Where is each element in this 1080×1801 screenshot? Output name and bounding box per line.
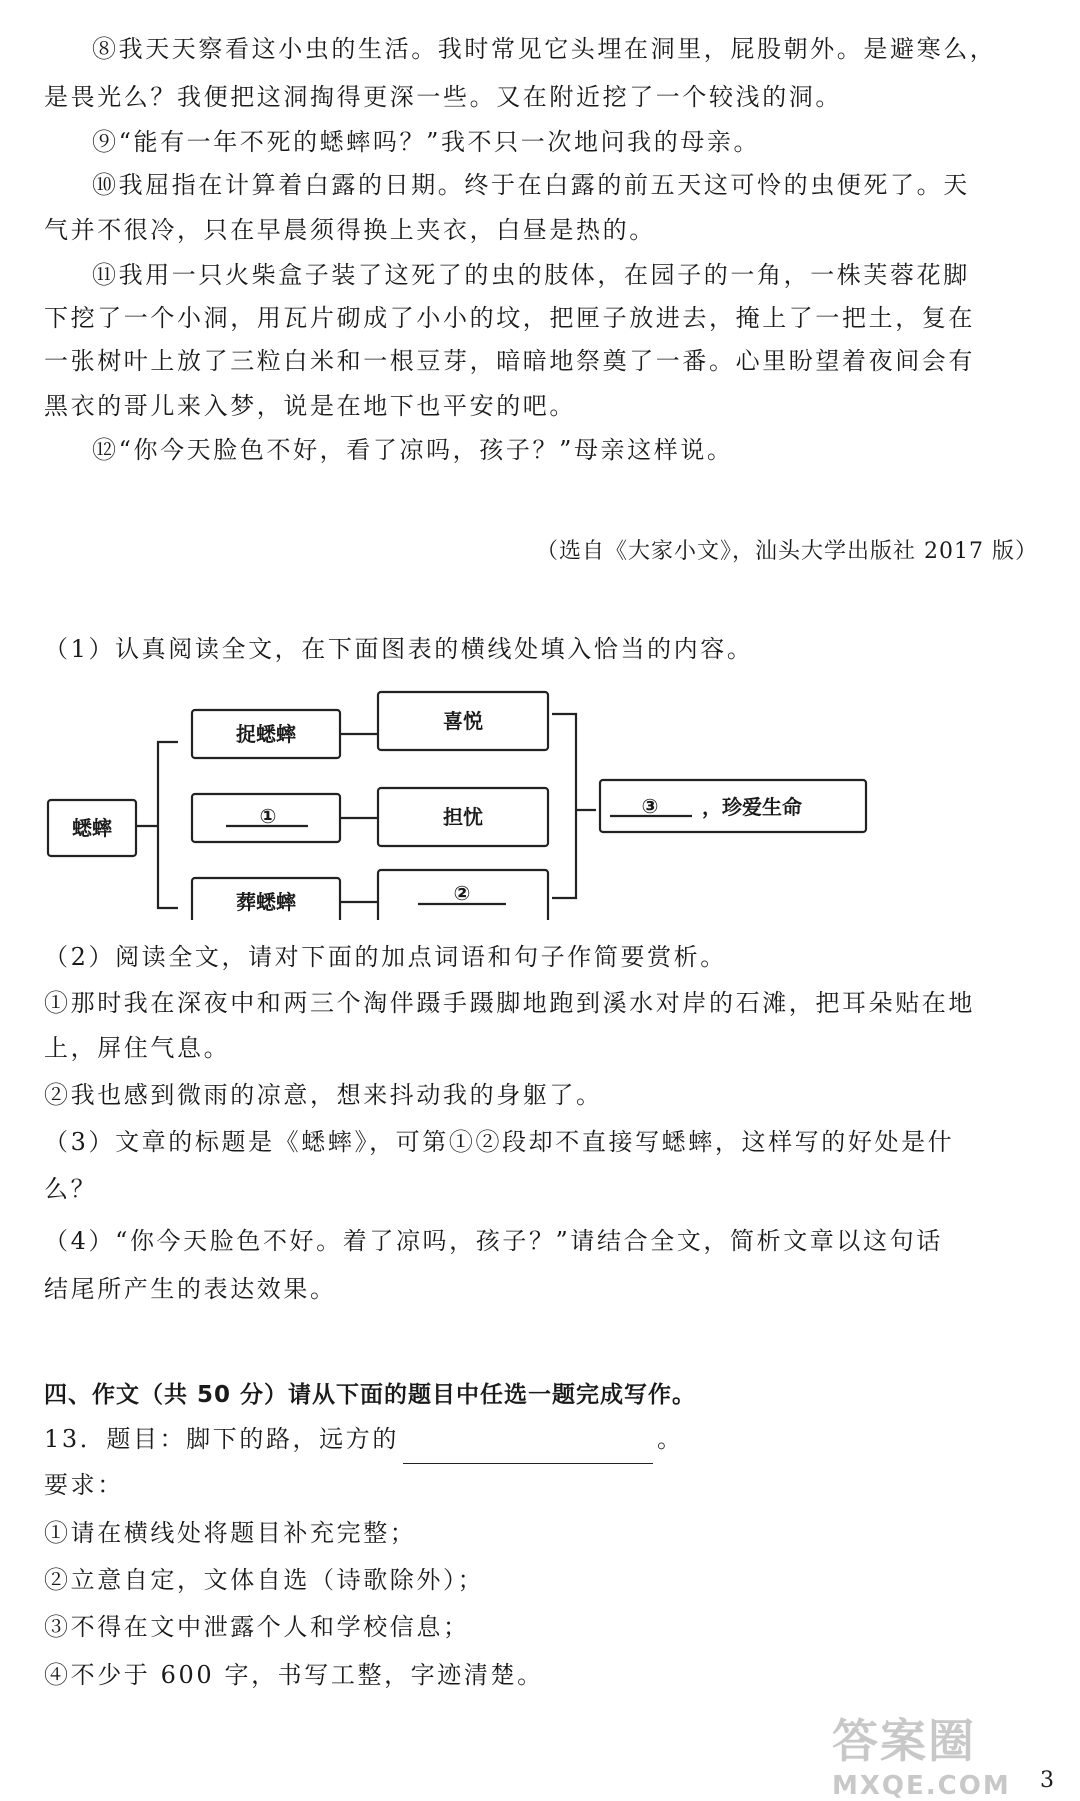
question-2-item-2: ②我也感到微雨的凉意，想来抖动我的身躯了。 <box>44 1081 603 1109</box>
essay-requirements-label: 要求： <box>44 1471 124 1499</box>
diagram-mid-label-2: ① <box>259 804 277 828</box>
paragraph-8-line-1: ⑧我天天察看这小虫的生活。我时常见它头埋在洞里，屁股朝外。是避寒么， <box>92 35 997 63</box>
question-4-line-1: （4）“你今天脸色不好。着了凉吗，孩子？”请结合全文，简析文章以这句话 <box>44 1227 943 1255</box>
paragraph-10-line-2: 气并不很冷，只在早晨须得换上夹衣，白昼是热的。 <box>44 216 656 244</box>
paragraph-10-line-1: ⑩我屈指在计算着白露的日期。终于在白露的前五天这可怜的虫便死了。天 <box>92 171 970 199</box>
essay-topic-suffix: 。 <box>656 1425 684 1453</box>
question-3-line-2: 么？ <box>44 1175 98 1203</box>
essay-topic <box>44 1414 1044 1464</box>
page-number: 3 <box>1040 1768 1054 1793</box>
essay-topic-prefix: 13．题目：脚下的路，远方的 <box>44 1425 399 1453</box>
paragraph-9: ⑨“能有一年不死的蟋蟀吗？”我不只一次地问我的母亲。 <box>92 128 761 156</box>
question-2: （2）阅读全文，请对下面的加点词语和句子作简要赏析。 <box>44 943 727 971</box>
paragraph-8-line-2: 是畏光么？我便把这洞掏得更深一些。又在附近挖了一个较浅的洞。 <box>44 83 842 111</box>
diagram-mid-label-3: 葬蟋蟀 <box>236 890 296 914</box>
paragraph-11-line-1: ⑪我用一只火柴盒子装了这死了的虫的肢体，在园子的一角，一株芙蓉花脚 <box>92 261 970 289</box>
diagram-right-bracket <box>552 714 596 898</box>
question-3-line-1: （3）文章的标题是《蟋蟀》，可第①②段却不直接写蟋蟀，这样写的好处是什 <box>44 1128 955 1156</box>
diagram-result-label: ，珍爱生命 <box>702 795 802 819</box>
question-4-line-2: 结尾所产生的表达效果。 <box>44 1275 337 1303</box>
watermark <box>832 1705 1062 1801</box>
question-1: （1）认真阅读全文，在下面图表的横线处填入恰当的内容。 <box>44 635 754 663</box>
question-2-item-1-line-2: 上，屏住气息。 <box>44 1034 231 1062</box>
watermark-url: MXQE.COM <box>832 1771 1011 1801</box>
paragraph-11-line-4: 黑衣的哥儿来入梦，说是在地下也平安的吧。 <box>44 392 576 420</box>
diagram-root-label: 蟋蟀 <box>72 816 112 840</box>
essay-requirement-4: ④不少于 600 字，书写工整，字迹清楚。 <box>44 1661 544 1689</box>
paragraph-12: ⑫“你今天脸色不好，看了凉吗，孩子？”母亲这样说。 <box>92 436 734 464</box>
question-2-item-1-line-1: ①那时我在深夜中和两三个淘伴蹑手蹑脚地跑到溪水对岸的石滩，把耳朵贴在地 <box>44 989 975 1017</box>
essay-requirement-3: ③不得在文中泄露个人和学校信息； <box>44 1613 470 1641</box>
diagram-mid-label-1: 捉蟋蟀 <box>236 722 296 746</box>
diagram-right-label-3: ② <box>453 881 471 905</box>
essay-heading: 四、作文（共 50 分）请从下面的题目中任选一题完成写作。 <box>44 1382 697 1408</box>
essay-requirement-2: ②立意自定，文体自选（诗歌除外）； <box>44 1566 485 1594</box>
paragraph-11-line-3: 一张树叶上放了三粒白米和一根豆芽，暗暗地祭奠了一番。心里盼望着夜间会有 <box>44 347 975 375</box>
source-citation: （选自《大家小文》，汕头大学出版社 2017 版） <box>536 539 1038 564</box>
diagram-result-blank: ③ <box>641 794 659 818</box>
diagram-left-bracket <box>136 742 178 908</box>
concept-diagram <box>40 680 880 920</box>
watermark-brand: 答案圈 <box>832 1714 976 1768</box>
diagram-right-label-2: 担忧 <box>443 805 483 829</box>
essay-requirement-1: ①请在横线处将题目补充完整； <box>44 1519 417 1547</box>
paragraph-11-line-2: 下挖了一个小洞，用瓦片砌成了小小的坟，把匣子放进去，掩上了一把土，复在 <box>44 304 975 332</box>
diagram-right-label-1: 喜悦 <box>443 709 483 733</box>
